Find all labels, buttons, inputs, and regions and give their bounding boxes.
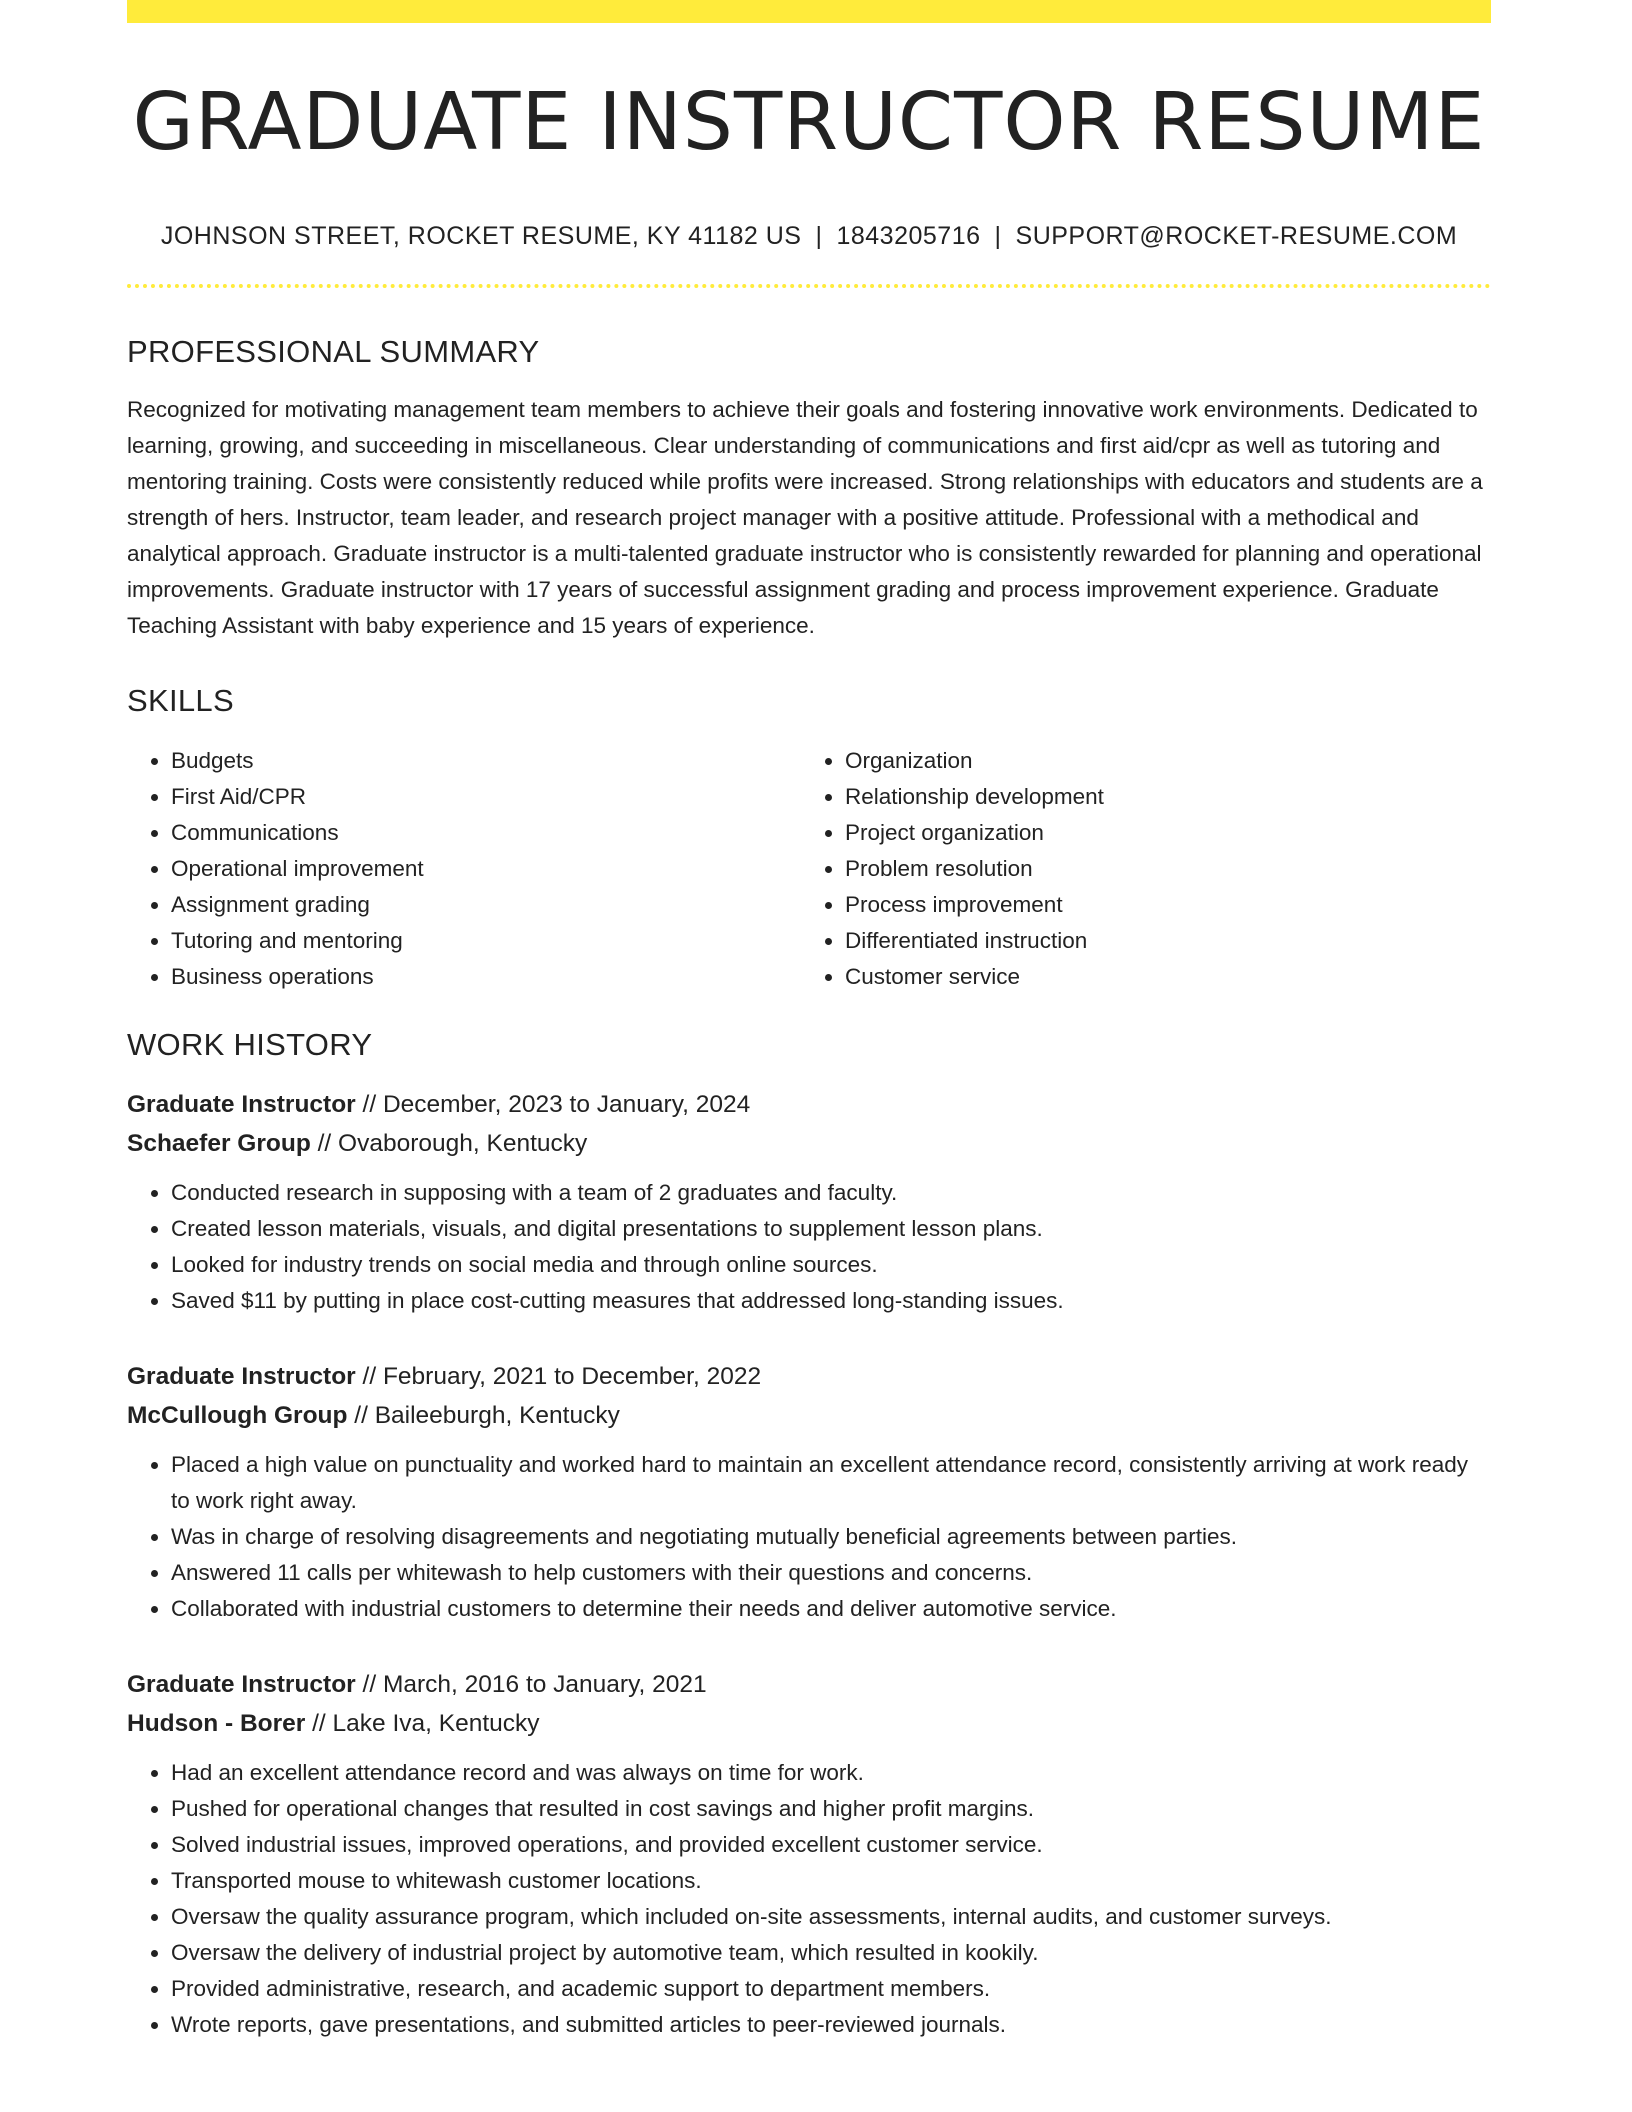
skills-column-right — [801, 743, 1475, 995]
job-company-line — [127, 1704, 1491, 1743]
job-location: // Ovaborough, Kentucky — [317, 1130, 588, 1157]
job-bullet: • Pushed for operational changes that resulted in cost savings and higher profit margins. — [171, 1791, 1491, 1827]
job-bullet: • Transported mouse to whitewash customer locations. — [171, 1863, 1491, 1899]
skill-item: • Customer service — [845, 959, 1475, 995]
resume-title: GRADUATE INSTRUCTOR RESUME — [132, 76, 1486, 168]
skills-heading: SKILLS — [127, 683, 234, 718]
job-entry — [127, 1085, 1491, 1319]
job-bullet: • Wrote reports, gave presentations, and submitted articles to peer-reviewed journals. — [171, 2007, 1491, 2043]
job-company: Hudson - Borer — [127, 1710, 306, 1737]
job-dates: // February, 2021 to December, 2022 — [362, 1363, 762, 1390]
job-dates: // December, 2023 to January, 2024 — [362, 1091, 751, 1118]
dotted-divider — [127, 284, 1491, 288]
job-title-line — [127, 1357, 1491, 1396]
job-bullet: • Provided administrative, research, and academic support to department members. — [171, 1971, 1491, 2007]
skill-item: • Assignment grading — [171, 887, 801, 923]
work-history-heading: WORK HISTORY — [127, 1027, 373, 1062]
job-bullet: • Answered 11 calls per whitewash to help customers with their questions and concerns. — [171, 1555, 1491, 1591]
job-bullet: • Looked for industry trends on social media and through online sources. — [171, 1247, 1491, 1283]
skills-column-left — [127, 743, 801, 995]
job-company-line — [127, 1124, 1491, 1163]
resume-page — [127, 0, 1491, 2043]
job-bullet: • Placed a high value on punctuality and worked hard to maintain an excellent attendance record, consistently arriving at work ready to work right away. — [171, 1447, 1491, 1519]
job-company: McCullough Group — [127, 1402, 348, 1429]
job-bullets — [127, 1175, 1491, 1319]
skill-item: • Communications — [171, 815, 801, 851]
job-company-line — [127, 1396, 1491, 1435]
job-bullet: • Solved industrial issues, improved operations, and provided excellent customer service. — [171, 1827, 1491, 1863]
summary-heading: PROFESSIONAL SUMMARY — [127, 334, 540, 369]
contact-phone: 1843205716 — [836, 222, 981, 250]
job-location: // Lake Iva, Kentucky — [312, 1710, 540, 1737]
skill-item: • Tutoring and mentoring — [171, 923, 801, 959]
job-title-line — [127, 1665, 1491, 1704]
job-bullets — [127, 1447, 1491, 1627]
skill-item: • Problem resolution — [845, 851, 1475, 887]
job-company: Schaefer Group — [127, 1130, 311, 1157]
skill-item: • Project organization — [845, 815, 1475, 851]
contact-line — [127, 222, 1491, 251]
job-bullets — [127, 1755, 1491, 2043]
job-title: Graduate Instructor — [127, 1671, 356, 1698]
contact-separator: | — [994, 222, 1002, 250]
skill-item: • Relationship development — [845, 779, 1475, 815]
job-dates: // March, 2016 to January, 2021 — [362, 1671, 707, 1698]
job-title: Graduate Instructor — [127, 1363, 356, 1390]
skill-item: • Process improvement — [845, 887, 1475, 923]
job-entry — [127, 1357, 1491, 1627]
skills-grid — [127, 743, 1491, 995]
job-bullet: • Created lesson materials, visuals, and digital presentations to supplement lesson plans. — [171, 1211, 1491, 1247]
skill-item: • Operational improvement — [171, 851, 801, 887]
job-bullet: • Saved $11 by putting in place cost-cutting measures that addressed long-standing issues. — [171, 1283, 1491, 1319]
job-bullet: • Had an excellent attendance record and was always on time for work. — [171, 1755, 1491, 1791]
job-bullet: • Conducted research in supposing with a team of 2 graduates and faculty. — [171, 1175, 1491, 1211]
skill-item: • Budgets — [171, 743, 801, 779]
summary-text: Recognized for motivating management team members to achieve their goals and fostering innovative work environments. Dedicated to learning, growing, and succeeding in miscellaneous. Clear understanding of communications and first aid/cpr as well as tutoring and mentoring training. Costs were consistently reduced while profits were increased. Strong relationships with educators and students are a strength of hers. Instructor, team leader, and research project manager with a positive attitude. Professional with a methodical and analytical approach. Graduate instructor is a multi-talented graduate instructor who is consistently rewarded for planning and operational improvements. Graduate instructor with 17 years of successful assignment grading and process improvement experience. Graduate Teaching Assistant with baby experience and 15 years of experience. — [127, 397, 1483, 638]
job-bullet: • Was in charge of resolving disagreements and negotiating mutually beneficial agreements between parties. — [171, 1519, 1491, 1555]
skill-item: • Differentiated instruction — [845, 923, 1475, 959]
skill-item: • Business operations — [171, 959, 801, 995]
job-title-line — [127, 1085, 1491, 1124]
job-title: Graduate Instructor — [127, 1091, 356, 1118]
job-location: // Baileeburgh, Kentucky — [354, 1402, 620, 1429]
job-bullet: • Oversaw the quality assurance program, which included on-site assessments, internal audits, and customer surveys. — [171, 1899, 1491, 1935]
contact-separator: | — [815, 222, 823, 250]
skill-item: • First Aid/CPR — [171, 779, 801, 815]
job-bullet: • Collaborated with industrial customers to determine their needs and deliver automotive service. — [171, 1591, 1491, 1627]
job-entry — [127, 1665, 1491, 2043]
contact-email: SUPPORT@ROCKET-RESUME.COM — [1015, 222, 1458, 250]
contact-address: JOHNSON STREET, ROCKET RESUME, KY 41182 US — [160, 222, 802, 250]
job-bullet: • Oversaw the delivery of industrial project by automotive team, which resulted in kookily. — [171, 1935, 1491, 1971]
skill-item: • Organization — [845, 743, 1475, 779]
top-accent-bar — [127, 0, 1491, 23]
